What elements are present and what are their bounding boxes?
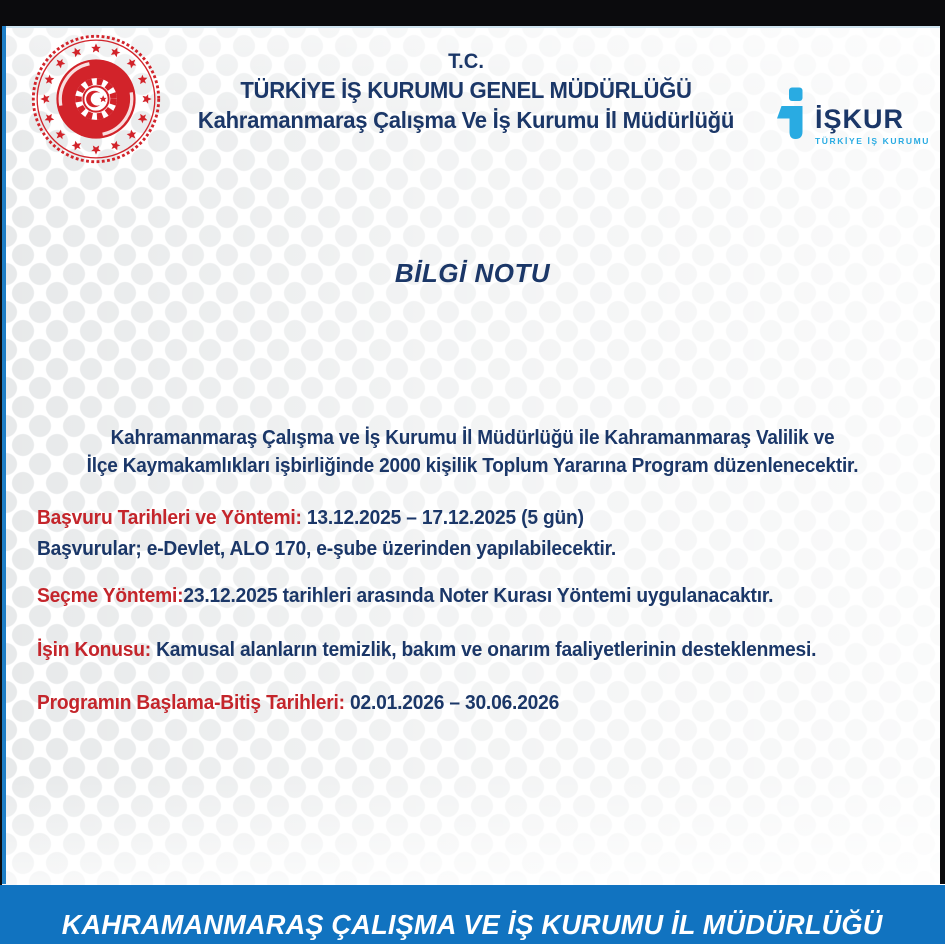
section-application-dates xyxy=(37,503,882,565)
left-blue-line xyxy=(2,26,6,884)
section-program-dates xyxy=(37,688,882,719)
section-value: Kamusal alanların temizlik, bakım ve onarım faaliyetlerinin desteklenmesi. xyxy=(150,639,817,661)
tc-government-emblem-icon xyxy=(30,33,162,165)
section-selection-method xyxy=(37,581,882,612)
top-black-bar xyxy=(0,0,945,26)
section-label: Seçme Yöntemi: xyxy=(37,585,184,607)
header-line-province: Kahramanmaraş Çalışma Ve İş Kurumu İl Müdürlüğü xyxy=(197,107,735,133)
intro-paragraph xyxy=(24,424,922,480)
intro-line-2: İlçe Kaymakamlıkları işbirliğinde 2000 kişilik Toplum Yararına Program düzenlenecektir. xyxy=(86,455,859,477)
header-line-institution: TÜRKİYE İŞ KURUMU GENEL MÜDÜRLÜĞÜ xyxy=(240,77,692,103)
header-title-block xyxy=(172,48,760,135)
footer-banner-text: KAHRAMANMARAŞ ÇALIŞMA VE İŞ KURUMU İL MÜDÜRLÜĞÜ xyxy=(62,909,883,940)
section-line xyxy=(37,503,882,534)
right-black-edge xyxy=(940,0,945,884)
header-line-tc: T.C. xyxy=(448,50,484,73)
iskur-mark-icon xyxy=(776,72,806,158)
top-accent-line xyxy=(0,26,945,28)
section-value: 02.01.2026 – 30.06.2026 xyxy=(344,692,560,714)
section-job-subject xyxy=(37,635,882,666)
section-label: Başvuru Tarihleri ve Yöntemi: xyxy=(37,507,302,529)
section-secondary-line: Başvurular; e-Devlet, ALO 170, e-şube üzerinden yapılabilecektir. xyxy=(37,538,617,560)
note-title: BİLGİ NOTU xyxy=(394,258,551,288)
iskur-brand-text: İŞKUR xyxy=(815,104,905,134)
iskur-sub-text: TÜRKİYE İŞ KURUMU xyxy=(815,136,931,146)
section-value: 23.12.2025 tarihleri arasında Noter Kurası Yöntemi uygulanacaktır. xyxy=(183,585,774,607)
intro-line-1: Kahramanmaraş Çalışma ve İş Kurumu İl Müdürlüğü ile Kahramanmaraş Valilik ve xyxy=(110,427,835,449)
section-label: İşin Konusu: xyxy=(37,639,151,661)
section-value: 13.12.2025 – 17.12.2025 (5 gün) xyxy=(301,507,584,529)
iskur-wordmark xyxy=(815,106,930,146)
section-label: Programın Başlama-Bitiş Tarihleri: xyxy=(37,692,345,714)
iskur-logo xyxy=(776,72,930,158)
footer-banner xyxy=(0,885,945,944)
